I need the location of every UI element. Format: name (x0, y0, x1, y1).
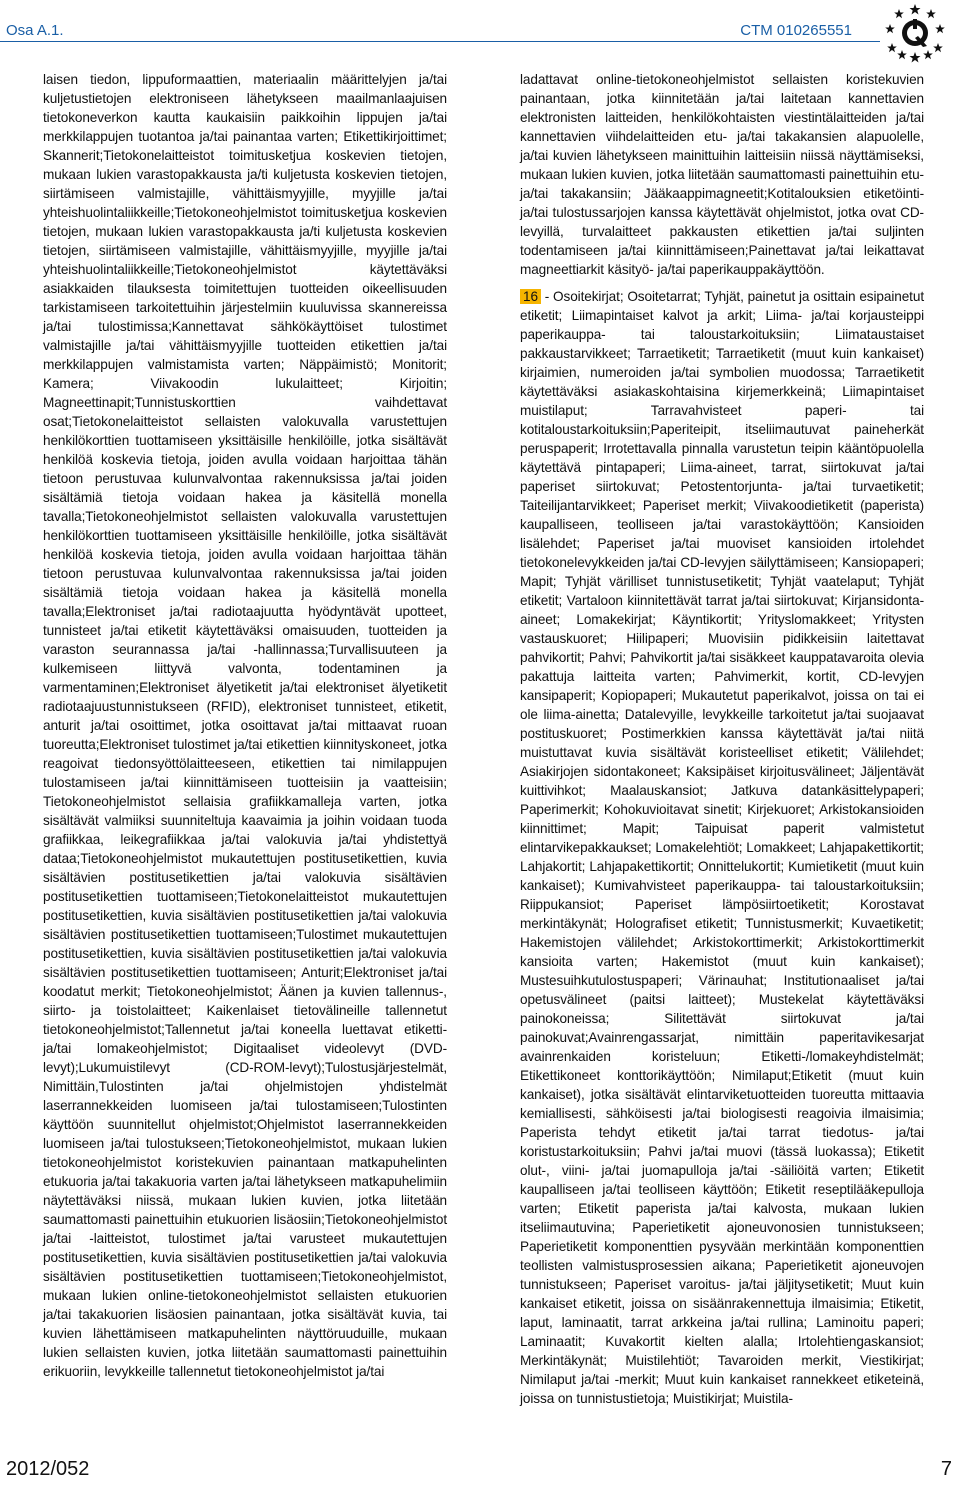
section-label: Osa A.1. (6, 22, 64, 39)
header-rule (0, 41, 880, 42)
left-text-column (43, 70, 447, 1389)
right-text-column (520, 70, 924, 1416)
class-16-paragraph (520, 287, 924, 1408)
page-number: 7 (940, 1458, 952, 1480)
class-16-goods-text: - Osoitekirjat; Osoitetarrat; Tyhjät, painetut ja osittain esipainetut etiketit; Liimapintaiset kalvot ja arkit; Liima- ja/tai korjausteippi paperikauppa- tai taloustarkoituksiin; Liimataustaiset pakkaustarvikkeet; Tarraetiketit; Tarraetiketit (muut kuin kankaiset) kirjaimien, numeroiden ja/tai symbolien muodossa; Tarraetiketit käytettäväksi asiakaskohtaisina kirjemerkkeinä; Liimapintaiset muistilaput; Tarravahvisteet paperi- tai kotitaloustarkoituksiin;Paperiteipit, itseliimautuvat paineherkät peruspaperit; Irrotettavalla pinnalla varustetun teipin kääntöpuolella käytettävä pintapaperi; Liima-aineet, tarrat, siirtokuvat ja/tai paperiset siirtokuvat; Petostentorjunta- ja/tai turvaetiketit; Taiteilijantarvikkeet; Paperiset merkit; Viivakoodietiketit (paperista) kaupalliseen, teolliseen ja/tai varastokäyttöön; Kansioiden lisälehdet; Paperiset ja/tai muoviset kansioiden irtolehdet tietokonelevykkeiden ja/tai CD-levyjen säilyttämiseen; Kansiopaperi; Mapit; Tyhjät värilliset tunnistusetiketit; Tyhjät vaatelaput; Tyhjät etiketit; Vartaloon kiinnitettävät tarrat ja/tai siirtokuvat; Kirjansidonta-aineet; Lomakekirjat; Käyntikortit; Yrityslomakkeet; Yritysten vastauskuoret; Hiilipaperi; Muovisiin pidikkeisiin laitettavat pahvikortit; Pahvi; Pahvikortit ja/tai sisäkkeet kauppatavaroita olevia pakattuja laitteita varten; Pahvimerkit, kortit, CD-levyjen kansipaperit; Kopiopaperi; Mukautetut paperikalvot, joissa on tai ei ole liima-ainetta; Datalevyille, levykkeille tarkoitetut ja/tai suojaavat postituskuoret; Postimerkkien kanssa käytettävät ja/tai niitä muistuttavat kuvia sisältävät koristeelliset etiketit; Välilehdet; Asiakirjojen sidontakoneet; Kaksipäiset kirjoitusvälineet; Jäljentävät kuittivihkot; Maalauskansiot; Jatkuva datankäsittelypaperi; Paperimerkit; Kohokuvioitavat sinetit; Kirjekuoret; Arkistokansioiden kiinnittimet; Mapit; Taipuisat paperit valmistetut elintarvikepakkaukset; Lomakelehtiöt; Lomakkeet; Lahjapakettikortit; Lahjakortit; Lahjapakettikortit; Onnittelukortit; Kumietiketit (muut kuin kankaiset); Kumivahvisteet paperikauppa- tai taloustarkoituksiin; Riippukansiot; Paperiset lämpösiirtoetiketit; Korostavat merkintäkynät; Holografiset etiketit; Tunnistusmerkit; Kuvaetiketit; Hakemistojen välilehdet; Arkistokorttimerkit; Arkistokorttimerkit kansioita varten; Hakemistot (muut kuin kankaiset); Mustesuihkutulostuspaperi; Värinauhat; Institutionaaliset ja/tai opetusvälineet (paitsi laitteet); Mustekelat käytettäväksi painokoneissa; Silitettävät siirtokuvat ja/tai painokuvat;Avainrengassarjat, nimittäin paperitavikesarjat avainrenkaiden koristeluun; Etiketti-/lomakeyhdistelmät; Etikettikoneet konttorikäyttöön; Nimilaput;Etiketit (muut kuin kankaiset), jotka sisältävät elintarviketuotteiden tuoreutta mittaavia kemiallisesti, sähköisesti ja/tai biologisesti reagoivia ilmaisimia; Paperista tehdyt etiketit ja/tai tarrat tiedotus- ja/tai koristustarkoituksiin; Pahvi ja/tai muovi (tässä luokassa); Etiketit olut-, viini- ja/tai juomapulloja ja/tai -säiliöitä varten; Etiketit kaupalliseen ja/tai teolliseen käyttöön; Etiketit reseptilääkepulloja varten; Etiketit paperista ja/tai kalvosta, mukaan lukien itseliimautuvina; Paperietiketit ajoneuvonosien tunnistukseen; Paperietiketit komponenttien pysyvään merkintään komponenttien teollisten valmistusprosessien aikana; Paperietiketit ajoneuvojen tunnistukseen; Paperiset varoitus- ja/tai jäljitysetiketit; Muut kuin kankaiset etiketit, joissa on sisäänrakennettuja ilmaisimia; Etiketit, laput, laminaatit, tarrat arkkeina ja/tai rullina; Laminoitu paperi; Laminaatit; Kuvakortit kielten alalla; Irtolehtiengaskansiot; Merkintäkynät; Muistilehtiöt; Tavaroiden merkit, Viestikirjat; Nimilaput ja/tai -merkit; Muut kuin kankaiset rannekkeet etiketeinä, joissa on tunnistustietoja; Muistikirjat; Muistila- (520, 289, 924, 1406)
goods-list-text: laisen tiedon, lippuformaattien, materiaalin määrittelyjen ja/tai kuljetustietojen elektroniseen lähetykseen maailmanlaajuisen tietokoneverkon kautta kaukaisiin paikkoihin lippujen ja/tai merkkilappujen tuotantoa ja/tai painantaa varten; Etikettikirjoittimet; Skannerit;Tietokonelaitteistot toimitusketjua koskevien tietojen, mukaan lukien varastopakkausta ja/ti kuljetusta koskevien tietojen, siirtämiseen valmistajille, vähittäismyyjille, myyjille ja/tai yhteishuolintaliikkeille;Tietokoneohjelmistot toimitusketjua koskevien tietojen, mukaan lukien varastopakkausta ja/ti kuljetusta koskevien tietojen, siirtämiseen valmistajille, vähittäismyyjille, myyjille ja/tai yhteishuolintaliikkeille;Tietokoneohjelmistot käytettäväksi asiakkaiden tilauksesta toimitettujen tuotteiden oikeellisuuden tarkistamiseen tarkoitettuihin järjestelmiin kuuluvissa skannereissa ja/tai tulostimissa;Kannettavat sähkökäyttöiset tulostimet valmistajille ja/tai vähittäismyyjille tuotteiden etikettien ja/tai merkkilappujen valmistamista varten; Näppäimistö; Monitorit; Kamera; Viivakoodin lukulaitteet; Kirjoitin; Magneettinapit;Tunnistuskorttien vaihdettavat osat;Tietokonelaitteistot sellaisten valokuvalla varustettujen henkilökorttien tuottamiseen yksittäisille henkilöille, jotka sisältävät henkilöä koskevia tietoja, joiden avulla voidaan harjoittaa tähän tietoon perustuvaa kulunvalvontaa rakennuksissa ja/tai joiden sisältämiä tietoja voidaan hakea ja käsitellä monella tavalla;Tietokoneohjelmistot sellaisten valokuvalla varustettujen henkilökorttien tuottamiseen yksittäisille henkilöille, jotka sisältävät henkilöä koskevia tietoja, joiden avulla voidaan harjoittaa tähän tietoon perustuvaa kulunvalvontaa rakennuksissa ja/tai joiden sisältämiä tietoja voidaan hakea ja käsitellä monella tavalla;Elektroniset ja/tai radiotaajuutta hyödyntävät upotteet, tunnisteet ja/tai etiketit käytettäväksi omaisuuden, tuotteiden ja varaston seurannassa ja/tai -hallinnassa;Turvallisuuteen ja kulkemiseen liittyvä valvonta, todentaminen ja varmentaminen;Elektroniset älyetiketit ja/tai elektroniset älyetiketit radiotaajuustunnistukseen (RFID), elektroniset tunnisteet, etiketit, anturit ja/tai osoittimet, jotka osoittavat ja/tai mittaavat ruoan tuoreutta;Elektroniset tulostimet ja/tai etikettien kiinnityskoneet, jotka reagoivat tiedonsyöttölaitteeseen, etikettien tai nimilappujen tulostamiseen ja/tai kiinnittämiseen tuotteisiin ja vaatteisiin; Tietokoneohjelmistot sellaisia grafiikkamalleja varten, jotka sisältävät valmiiksi suunniteltuja kaavaimia ja joihin voidaan tuoda grafiikkaa, leikegrafiikkaa ja/tai valokuvia ja/tai yhdistettyä dataa;Tietokoneohjelmistot mukautettujen postitusetikettien, kuvia sisältävien postitusetikettien ja/tai valokuvia sisältävien postitusetikettien tuottamiseen;Tietokonelaitteistot mukautettujen postitusetikettien, kuvia sisältävien postitusetikettien ja/tai valokuvia sisältävien postitusetikettien tuottamiseen;Tulostimet mukautettujen postitusetikettien, kuvia sisältävien postitusetikettien ja/tai valokuvia sisältävien postitusetikettien tuottamiseen; Anturit;Elektroniset ja/tai koodatut merkit; Tietokoneohjelmistot; Äänen ja kuvien tallennus-, siirto- ja toistolaitteet; Kaikenlaiset tietovälineille tallennetut tietokoneohjelmistot;Tallennetut ja/tai koneella luettavat etiketti- ja/tai lomakeohjelmistot; Digitaaliset videolevyt (DVD-levyt);Lukumuistilevyt (CD-ROM-levyt);Tulostusjärjestelmät, Nimittäin,Tulostinten ja/tai ohjelmistojen yhdistelmät laserrannekkeiden luomiseen ja/tai tulostamiseen;Tulostinten käyttöön suunnitellut ohjelmistot;Ohjelmistot laserrannekkeiden luomiseen ja/tai tulostukseen;Tietokoneohjelmistot, mukaan lukien tietokoneohjelmistot koristekuvien painantaan matkapuhelinten etukuoria ja/tai takakuoria varten ja/tai lähetykseen matkapuhelimiin näytettäväksi niissä, mukaan lukien kuvien, jotka liitetään saumattomasti painettuihin etukuorien lisäosiin;Tietokoneohjelmistot ja/tai -laitteistot, tulostimet ja/tai varusteet mukautettujen postitusetikettien, kuvia sisältävien postitusetikettien ja/tai valokuvia sisältävien postitusetikettien tuottamiseen;Tietokoneohjelmistot, mukaan lukien online-tietokoneohjelmistot sellaisten etukuorien ja/tai takakuorien lisäosien painantaan, jotka sisältävät kuvia, tai kuvien lähettämiseen matkapuhelinten näyttöruuduille, mukaan lukien sellaisten kuvien, jotka liitetään saumattomasti painettuihin erikuoriin, levykkeille tallennetut tietokoneohjelmistot ja/tai (43, 72, 447, 1379)
page-header (0, 0, 960, 44)
bulletin-issue: 2012/052 (6, 1458, 90, 1480)
emblem-stars-logo (880, 2, 950, 66)
trademark-number: CTM 010265551 (740, 22, 852, 39)
class-number-badge: 16 (520, 289, 541, 304)
goods-list-text-continued: ladattavat online-tietokoneohjelmistot sellaisten koristekuvien painantaan, jotka kiinnitetään ja/tai laitetaan kannettavien elektronisten laitteiden, henkilökohtaisten viestintälaitteiden ja/tai kannettavien viihdelaitteiden etu- ja/tai takakansien alapuolelle, ja/tai kuvien lähetykseen mainittuihin laitteisiin niissä näyttämiseksi, mukaan lukien kuvien, jotka liitetään saumattomasti painettuihin etu- ja/tai takakansiin; Jääkaappimagneetit;Kotitalouksien etiketöinti- ja/tai tulostussarjojen kanssa käytettävät ohjelmistot, jotka ovat CD-levyillä, turvalaitteet pakkausten etikettien ja/tai suljinten todentamiseen ja/tai kiinnittämiseen;Painettavat ja/tai leikattavat magneettiarkit käsityö- ja/tai paperikauppakäyttöön. (520, 72, 924, 277)
